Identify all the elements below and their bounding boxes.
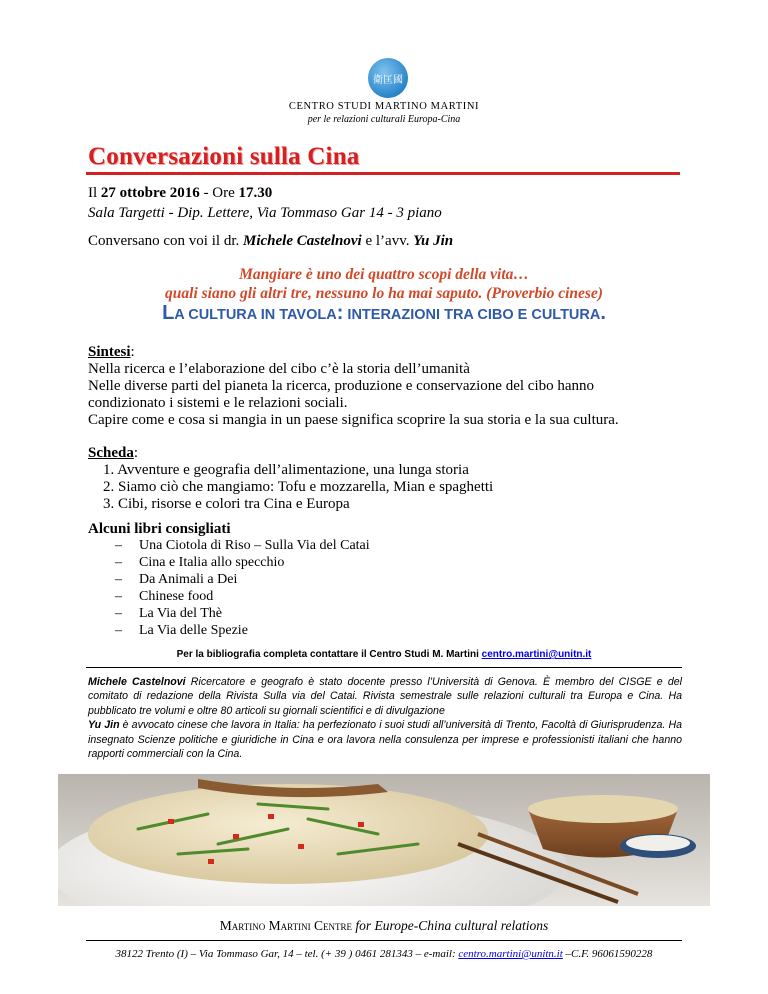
food-photo-illustration xyxy=(58,774,710,906)
scheda-item-text: Siamo ciò che mangiamo: Tofu e mozzarella, Mian e spaghetti xyxy=(118,479,494,495)
bibliography-text: Per la bibliografia completa contattare il Centro Studi M. Martini xyxy=(176,649,482,660)
book-item xyxy=(115,572,238,588)
bibliography-email-link[interactable]: centro.martini@unitn.it xyxy=(481,649,592,660)
bio-text: Ricercatore e geografo è stato docente presso l’Università di Genova. È membro del CISGE e del comitato di redazione della Rivista Sulla via del Catai. Rivista semestrale sulle relazioni culturali tra Europa e Cina. Ha pubblicato tre volumi e oltre 80 articoli su giornali scientifici e di divulgazione xyxy=(88,676,682,717)
footer-divider xyxy=(86,940,682,941)
sintesi-colon: : xyxy=(130,344,135,360)
book-title: Una Ciotola di Riso – Sulla Via del Catai xyxy=(139,538,370,553)
sintesi-line: Nelle diverse parti del pianeta la ricerca, produzione e conservazione del cibo hanno xyxy=(88,378,595,394)
footer-address-text: 38122 Trento (I) – Via Tommaso Gar, 14 – tel. (+ 39 ) 0461 281343 – e-mail: xyxy=(115,948,459,960)
book-title: Chinese food xyxy=(139,589,214,604)
sintesi-label: Sintesi xyxy=(88,344,131,360)
speakers-mid: e l’avv. xyxy=(361,233,414,249)
dash-bullet: – xyxy=(115,572,122,587)
org-subtitle: per le relazioni culturali Europa-Cina xyxy=(307,114,461,125)
date-prefix: Il xyxy=(88,185,101,201)
logo-text: 衛匡國 xyxy=(373,74,403,86)
title-underline xyxy=(86,172,680,175)
theme-period: . xyxy=(600,302,606,324)
speaker-yu-jin: Yu Jin xyxy=(413,233,454,249)
scheda-item xyxy=(103,462,469,479)
speaker-castelnovi: Michele Castelnovi xyxy=(242,233,362,249)
theme-heading xyxy=(0,302,768,325)
scheda-item-text: Cibi, risorse e colori tra Cina e Europa xyxy=(118,496,350,512)
book-title: Da Animali a Dei xyxy=(139,572,238,587)
book-item xyxy=(115,555,285,571)
dash-bullet: – xyxy=(115,589,122,604)
theme-part2: INTERAZIONI TRA CIBO E CULTURA xyxy=(343,307,601,323)
dash-bullet: – xyxy=(115,623,122,638)
centro-martini-logo xyxy=(368,58,408,98)
scheda-item-text: Avventure e geografia dell’alimentazione, una lunga storia xyxy=(117,462,469,478)
dash-bullet: – xyxy=(115,606,122,621)
org-name: CENTRO STUDI MARTINO MARTINI xyxy=(288,101,480,112)
speaker-bios xyxy=(88,675,682,761)
footer-name: Martino Martini Centre xyxy=(219,918,352,933)
books-heading: Alcuni libri consigliati xyxy=(88,521,231,537)
scheda-item-number: 1. xyxy=(103,462,115,478)
book-title: La Via del Thè xyxy=(139,606,223,621)
book-title: Cina e Italia allo specchio xyxy=(139,555,285,570)
speakers-line xyxy=(88,233,453,250)
sintesi-heading xyxy=(88,344,135,361)
bio-name: Yu Jin xyxy=(88,719,120,732)
scheda-colon: : xyxy=(133,445,139,461)
bio-castelnovi xyxy=(88,675,682,718)
page-title: Conversazioni sulla Cina xyxy=(88,143,360,170)
footer-cf: –C.F. 96061590228 xyxy=(562,948,653,960)
food-photo xyxy=(58,774,710,906)
theme-initial: L xyxy=(162,302,175,324)
proverb-line-1: Mangiare è uno dei quattro scopi della vita… xyxy=(239,266,529,283)
bio-name: Michele Castelnovi xyxy=(88,676,186,688)
speakers-prefix: Conversano con voi il dr. xyxy=(88,233,243,249)
book-item xyxy=(115,538,370,554)
book-item xyxy=(115,606,223,622)
footer-centre-name xyxy=(0,918,768,934)
sintesi-line: Capire come e cosa si mangia in un paese significa scoprire la sua storia e la sua cultura. xyxy=(88,412,619,428)
scheda-item xyxy=(103,496,350,513)
book-item xyxy=(115,623,248,639)
scheda-item-number: 3. xyxy=(103,496,115,512)
proverb-line-2: quali siano gli altri tre, nessuno lo ha mai saputo. (Proverbio cinese) xyxy=(165,285,603,302)
dash-bullet: – xyxy=(115,538,122,553)
book-item xyxy=(115,589,214,605)
sintesi-line: condizionato i sistemi e le relazioni sociali. xyxy=(88,395,348,411)
scheda-item-number: 2. xyxy=(103,479,115,495)
bio-divider xyxy=(86,667,682,668)
bibliography-note xyxy=(0,649,768,660)
dash-bullet: – xyxy=(115,555,122,570)
theme-colon: : xyxy=(336,302,344,324)
bio-text: è avvocato cinese che lavora in Italia: ha perfezionato i suoi studi all’università di Trento, Facoltà di Giurisprudenza. Ha insegnato Scienze politiche e giuridiche in Cina e ora lavora nella consulenza per imprese e professionisti italiani che hanno rapporti commerciali con la Cina. xyxy=(88,719,682,761)
theme-part1: A CULTURA IN TAVOLA xyxy=(174,307,337,323)
footer-name-rest: for Europe-China cultural relations xyxy=(351,918,549,933)
event-time: 17.30 xyxy=(238,185,273,201)
scheda-label: Scheda xyxy=(88,445,134,461)
scheda-item xyxy=(103,479,493,496)
book-title: La Via delle Spezie xyxy=(139,623,248,638)
footer-email-link[interactable]: centro.martini@unitn.it xyxy=(458,948,563,960)
scheda-heading xyxy=(88,445,138,462)
event-date-line xyxy=(88,185,272,202)
bio-yu-jin xyxy=(88,718,682,761)
event-venue: Sala Targetti - Dip. Lettere, Via Tommaso Gar 14 - 3 piano xyxy=(88,205,442,221)
footer-address xyxy=(0,948,768,960)
sintesi-line: Nella ricerca e l’elaborazione del cibo c’è la storia dell’umanità xyxy=(88,361,470,377)
event-date: 27 ottobre 2016 xyxy=(100,185,200,201)
time-prefix: - Ore xyxy=(199,185,239,201)
